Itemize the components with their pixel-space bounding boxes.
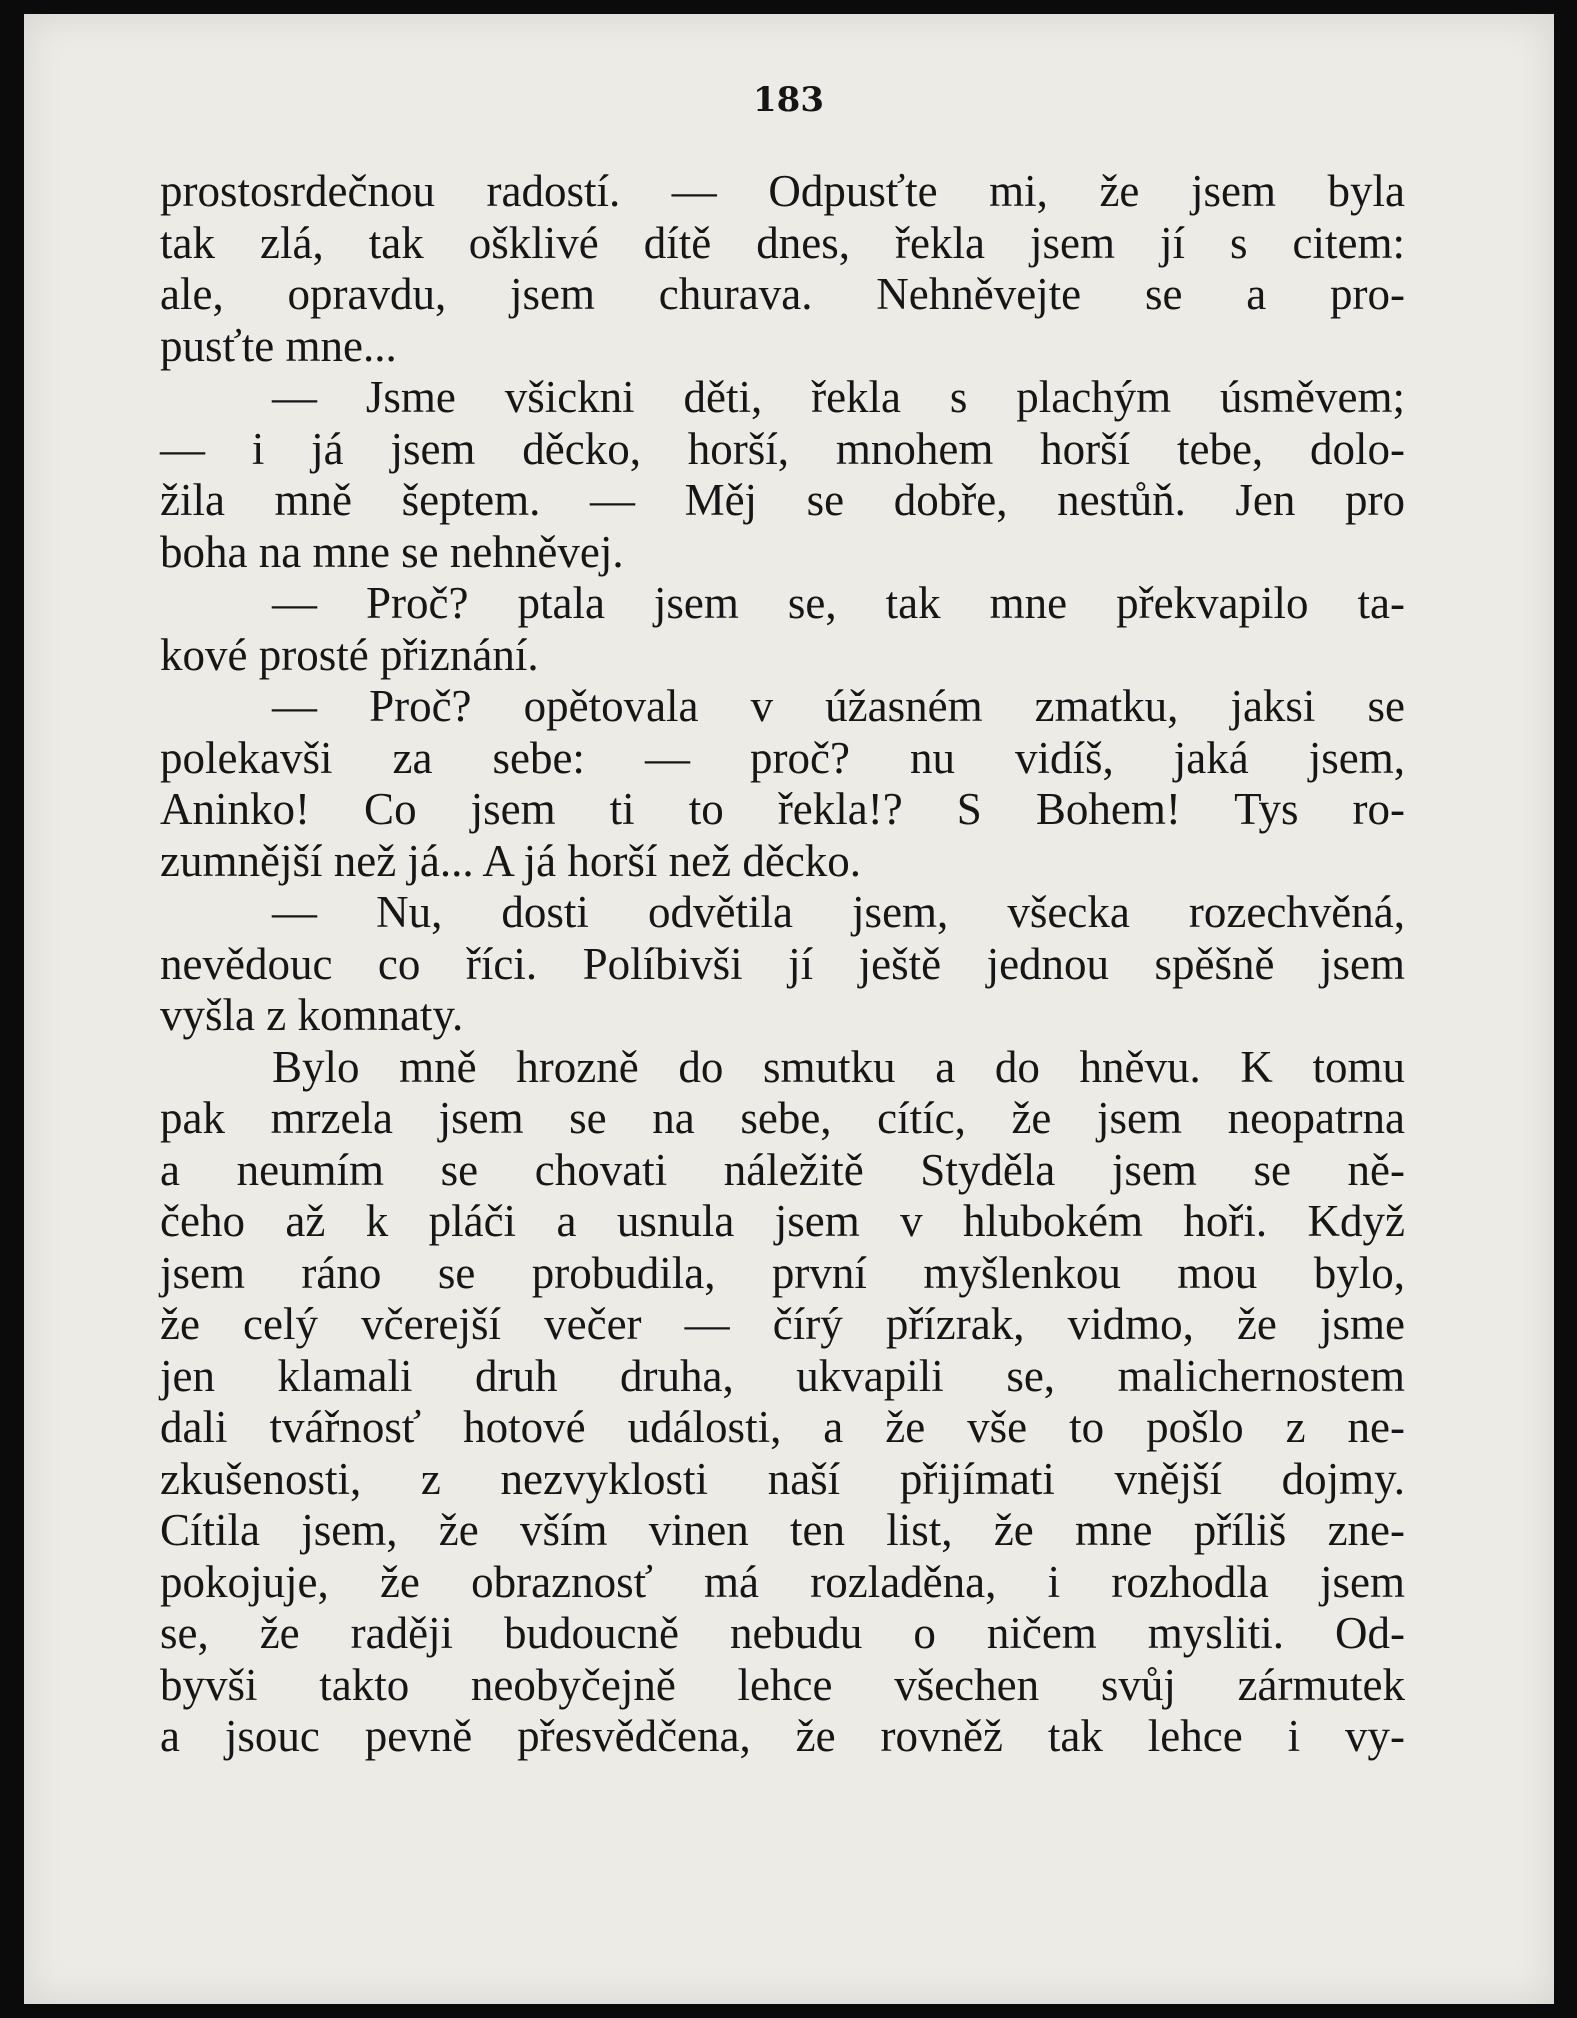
text-line: Bylo mně hrozně do smutku a do hněvu. K tomu [272,1041,1405,1092]
text-line: polekavši za sebe: — proč? nu vidíš, jaká jsem, [160,732,1405,783]
text-line: zumnější než já... A já horší než děcko. [160,835,862,886]
text-line: pak mrzela jsem se na sebe, cítíc, že jsem neopatrna [160,1093,1405,1143]
text-line: — Proč? ptala jsem se, tak mne překvapilo ta- [272,578,1405,628]
text-line: tak zlá, tak ošklivé dítě dnes, řekla jsem jí s citem: [160,217,1405,268]
text-line: vyšla z komnaty. [160,990,464,1040]
text-line: byvši takto neobyčejně lehce všechen svůj zármutek [160,1659,1405,1710]
text-line: prostosrdečnou radostí. — Odpusťte mi, že jsem byla [160,166,1405,216]
text-line: jen klamali druh druha, ukvapili se, malichernostem [160,1350,1405,1401]
body-text [160,166,1405,1763]
text-line: pusťte mne... [160,320,397,371]
text-line: — i já jsem děcko, horší, mnohem horší tebe, dolo- [160,423,1405,474]
text-line: — Jsme všickni děti, řekla s plachým úsměvem; [272,372,1405,422]
text-line: žila mně šeptem. — Měj se dobře, nestůň. Jen pro [160,475,1405,525]
text-line: Aninko! Co jsem ti to řekla!? S Bohem! Tys ro- [160,784,1405,834]
text-line: pokojuje, že obraznosť má rozladěna, i rozhodla jsem [160,1556,1405,1607]
text-line: zkušenosti, z nezvyklosti naší přijímati vnější dojmy. [160,1453,1405,1504]
text-line: ale, opravdu, jsem churava. Nehněvejte se a pro- [160,269,1405,319]
text-line: se, že raději budoucně nebudu o ničem mysliti. Od- [160,1608,1405,1658]
text-line: a neumím se chovati náležitě Styděla jsem se ně- [160,1144,1405,1195]
text-line: boha na mne se nehněvej. [160,526,624,577]
text-line: kové prosté přiznání. [160,629,539,680]
text-line: — Nu, dosti odvětila jsem, všecka rozechvěná, [272,887,1405,937]
text-line: nevědouc co říci. Políbivši jí ještě jednou spěšně jsem [160,938,1405,989]
text-line: Cítila jsem, že vším vinen ten list, že mne příliš zne- [160,1505,1405,1555]
text-line: čeho až k pláči a usnula jsem v hlubokém hoři. Když [160,1196,1405,1246]
page-number: 183 [753,80,824,120]
text-line: dali tvářnosť hotové události, a že vše to pošlo z ne- [160,1402,1405,1452]
text-line: že celý včerejší večer — čírý přízrak, vidmo, že jsme [160,1299,1405,1349]
text-line: a jsouc pevně přesvědčena, že rovněž tak lehce i vy- [160,1711,1405,1761]
text-line: jsem ráno se probudila, první myšlenkou mou bylo, [160,1247,1405,1298]
text-line: — Proč? opětovala v úžasném zmatku, jaksi se [272,681,1405,731]
